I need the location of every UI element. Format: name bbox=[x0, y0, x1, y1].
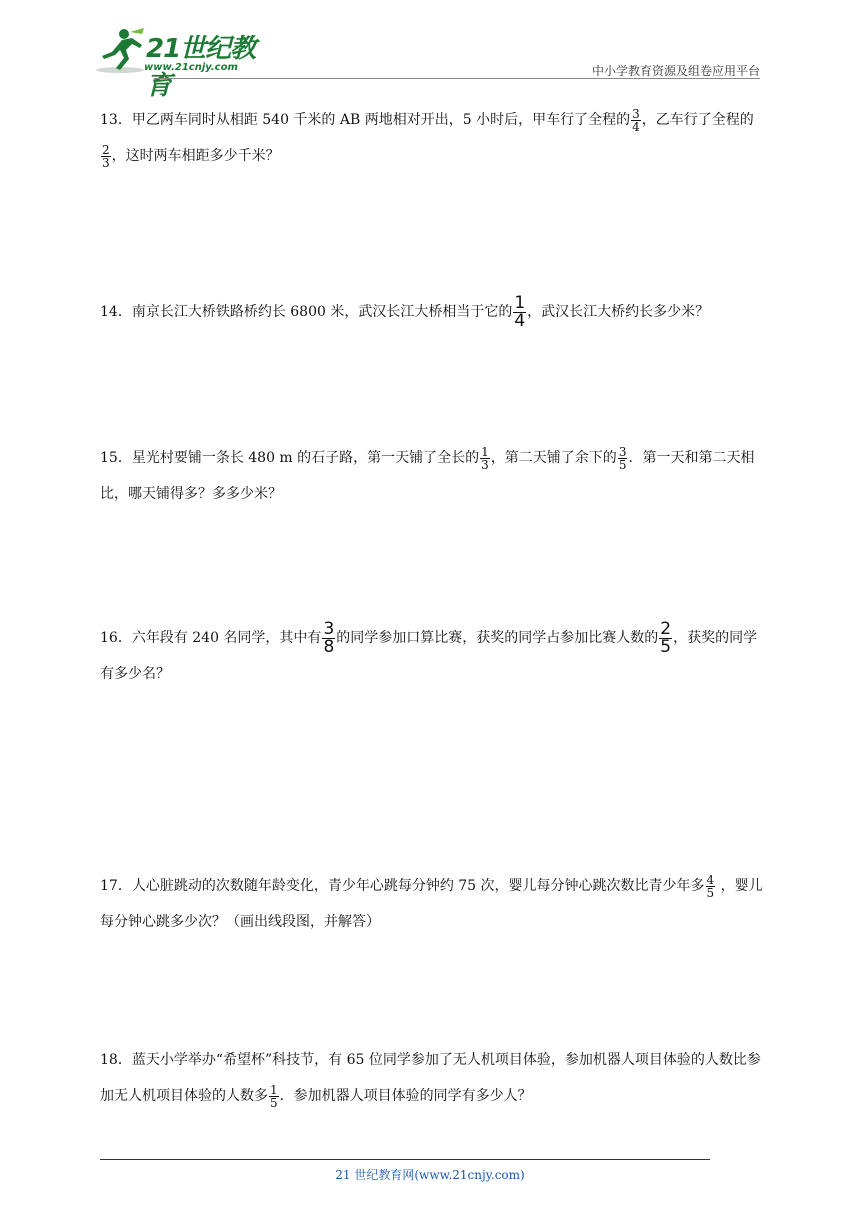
question-18: 18．蓝天小学举办“希望杯”科技节，有 65 位同学参加了无人机项目体验，参加机器人项目体验的人数比参加无人机项目体验的人数多 $\frac{1}{5}$ ．参加机器人项目体验的同学有多少人？ bbox=[100, 1052, 761, 1110]
logo-url: www.21cnjy.com bbox=[144, 62, 238, 73]
fraction: $\frac{3}{5}$ bbox=[618, 444, 627, 472]
runner-logo-icon bbox=[94, 26, 148, 76]
question-14: 14．南京长江大桥铁路桥约长 6800 米，武汉长江大桥相当于它的 $\frac{1}{4}$ ，武汉长江大桥约长多少米？ bbox=[100, 292, 710, 331]
fraction: $\frac{1}{3}$ bbox=[481, 444, 489, 472]
footer-divider bbox=[100, 1159, 710, 1160]
fraction: $\frac{2}{3}$ bbox=[102, 142, 110, 170]
fraction: $\frac{3}{8}$ bbox=[323, 618, 335, 657]
fraction: $\frac{3}{4}$ bbox=[632, 106, 640, 134]
question-16: 16．六年段有 240 名同学，其中有 $\frac{3}{8}$ 的同学参加口算比赛，获奖的同学占参加比赛人数的 $\frac{2}{5}$ ，获奖的同学有多少名？ bbox=[100, 618, 758, 682]
fraction: $\frac{4}{5}$ bbox=[706, 872, 715, 900]
fraction: $\frac{1}{5}$ bbox=[270, 1082, 278, 1110]
logo-text: 21世纪教育 bbox=[146, 34, 256, 101]
question-17: 17．人心脏跳动的次数随年龄变化，青少年心跳每分钟约 75 次，婴儿每分钟心跳次数比青少年多 $\frac{4}{5}$ ，婴儿每分钟心跳多少次？（画出线段图，并解答） bbox=[100, 872, 763, 930]
question-13: 13．甲乙两车同时从相距 540 千米的 AB 两地相对开出，5 小时后，甲车行了全程的 $\frac{3}{4}$ ，乙车行了全程的 $\frac{2}{3}$ ，这时两车相距多少千米？ bbox=[100, 106, 754, 170]
page-header bbox=[94, 26, 760, 101]
footer-link[interactable]: 21 世纪教育网(www.21cnjy.com) bbox=[335, 1168, 525, 1182]
platform-title: 中小学教育资源及组卷应用平台 bbox=[591, 64, 760, 78]
question-15: 15．星光村要铺一条长 480 m 的石子路，第一天铺了全长的 $\frac{1}{3}$ ，第二天铺了余下的 $\frac{3}{5}$ ．第一天和第二天相比，哪天铺得多？多多少米？ bbox=[100, 444, 755, 502]
fraction: $\frac{2}{5}$ bbox=[660, 618, 672, 657]
header-divider bbox=[154, 78, 760, 79]
logo bbox=[94, 26, 264, 101]
fraction: $\frac{1}{4}$ bbox=[514, 292, 526, 331]
